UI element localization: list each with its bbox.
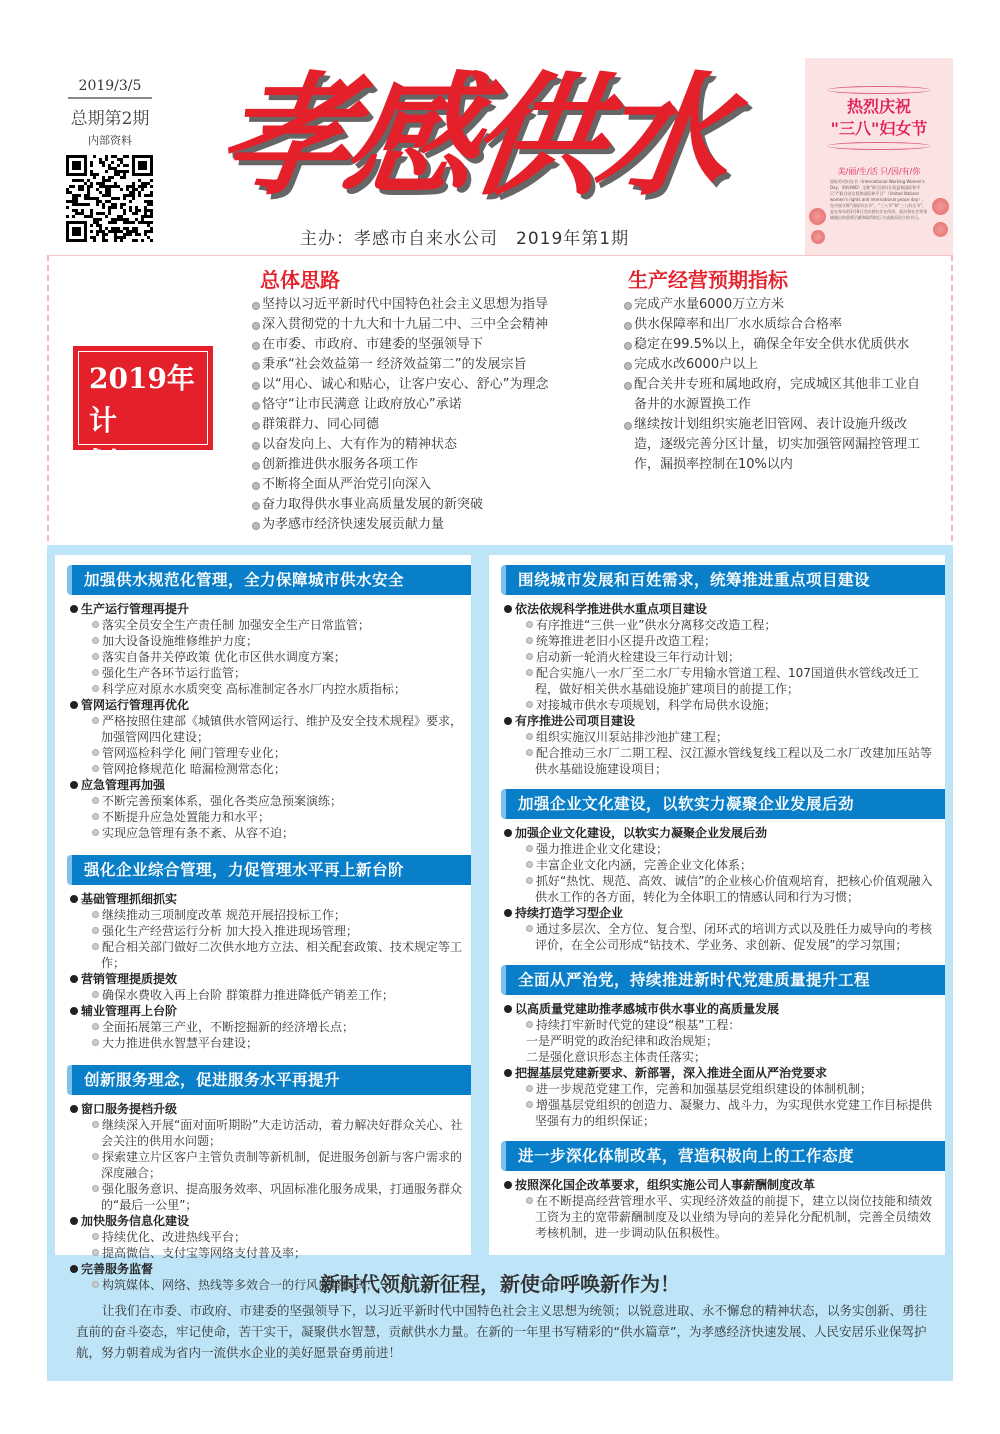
- banner-slogan: 美/丽/生/活 只/因/有/你: [837, 167, 921, 176]
- section-header: 加强供水规范化管理，全力保障城市供水安全: [67, 565, 471, 595]
- list-item: 继续推动三项制度改革 规范开展招投标工作；: [55, 907, 471, 923]
- issue-date: 2019/3/5: [68, 78, 152, 99]
- list-item: 丰富企业文化内涵，完善企业文化体系；: [489, 857, 945, 873]
- group-heading: 加快服务信息化建设: [55, 1213, 471, 1229]
- badge-year: 2019年: [89, 362, 195, 395]
- list-item: 增强基层党组织的创造力、凝聚力、战斗力，为实现供水党建工作目标提供坚强有力的组织保证；: [489, 1097, 945, 1129]
- list-item: 构筑媒体、网络、热线等多效合一的行风监督模式；: [55, 1277, 471, 1293]
- list-item: 配合实施八一水厂至二水厂专用输水管道工程、107国道供水管线改迁工程，做好相关供水基础设施扩建项目的前提工作；: [489, 665, 945, 697]
- targets-title: 生产经营预期指标: [628, 268, 788, 292]
- list-item: 不断提升应急处置能力和水平；: [55, 809, 471, 825]
- overall-list: [252, 295, 622, 535]
- rose-icon: [933, 222, 948, 237]
- sponsor-line: 主办：孝感市自来水公司 2019年第1期: [300, 229, 630, 249]
- section-header: 全面从严治党，持续推进新时代党建质量提升工程: [501, 965, 945, 995]
- list-item: 继续深入开展“面对面听期盼”大走访活动，着力解决好群众关心、社会关注的供用水问题；: [55, 1117, 471, 1149]
- list-item: 完成水改6000户以上: [624, 355, 920, 375]
- list-item: 严格按照住建部《城镇供水管网运行、维护及安全技术规程》要求，加强管网四化建设；: [55, 713, 471, 745]
- left-panel: [55, 555, 471, 1292]
- group-heading: 按照深化国企改革要求，组织实施公司人事薪酬制度改革: [489, 1177, 945, 1193]
- section: [489, 789, 945, 953]
- rose-icon: [932, 198, 949, 215]
- group-heading: 管网运行管理再优化: [55, 697, 471, 713]
- group-heading: 营销管理提质提效: [55, 971, 471, 987]
- list-item: 稳定在99.5%以上，确保全年安全供水优质供水: [624, 335, 920, 355]
- womens-day-banner: [805, 58, 953, 255]
- list-item: 管网抢修规范化 暗漏检测常态化；: [55, 761, 471, 777]
- section: [55, 855, 471, 1051]
- sub-line: 二是强化意识形态主体责任落实；: [526, 1050, 707, 1064]
- overall-section: [260, 264, 622, 535]
- section: [489, 565, 945, 777]
- group-heading: 加强企业文化建设，以软实力凝聚企业发展后劲: [489, 825, 945, 841]
- list-item: 强化生产各环节运行监管；: [55, 665, 471, 681]
- group-heading: 基础管理抓细抓实: [55, 891, 471, 907]
- list-item: 启动新一轮消火栓建设三年行动计划；: [489, 649, 945, 665]
- list-item: 探索建立片区客户主管负责制等新机制，促进服务创新与客户需求的深度融合；: [55, 1149, 471, 1181]
- targets-list: [624, 295, 920, 475]
- list-item: 配合相关部门做好二次供水地方立法、相关配套政策、技术规定等工作；: [55, 939, 471, 971]
- masthead-logo: 孝感供水: [209, 59, 735, 214]
- closing-text: 让我们在市委、市政府、市建委的坚强领导下，以习近平新时代中国特色社会主义思想为统领；以锐意进取、永不懈怠的精神状态，以务实创新、勇往直前的奋斗姿态，牢记使命，苦干实干，凝聚供水智慧，贡献供水力量。在新的一年里书写精彩的“供水篇章”，为孝感经济快速发展、人民安居乐业保驾护航，努力朝着成为省内一流供水企业的美好愿景奋勇前进！: [76, 1303, 928, 1360]
- internal-label: 内部资料: [88, 134, 132, 147]
- section: [55, 565, 471, 841]
- section-header: 创新服务理念，促进服务水平再提升: [67, 1065, 471, 1095]
- group-heading: 依法依规科学推进供水重点项目建设: [489, 601, 945, 617]
- banner-paragraph: 国际劳动妇女节（International Working Women's Day，简称IWD）全称“联合国妇女权益和国际和平日”/“联合国女权和国际和平日”（United Nations women's rights and international peace day），在中国又称“国际妇女节”、“三八节”和“三八妇女节”，是在每年的3月8日为庆祝妇女在经济、政治和社会等领域做出的重要贡献和取得的巨大成就而设立的节日。: [830, 179, 928, 220]
- list-item: 为孝感市经济快速发展贡献力量: [252, 515, 622, 535]
- group-heading: 有序推进公司项目建设: [489, 713, 945, 729]
- list-item: 持续优化、改进热线平台；: [55, 1229, 471, 1245]
- list-item: 在市委、市政府、市建委的坚强领导下: [252, 335, 622, 355]
- list-item: 组织实施汉川泵站排沙池扩建工程；: [489, 729, 945, 745]
- badge-plan: 计 划: [89, 404, 174, 479]
- group-heading: 应急管理再加强: [55, 777, 471, 793]
- list-item: 秉承“社会效益第一 经济效益第二”的发展宗旨: [252, 355, 622, 375]
- list-item: 通过多层次、全方位、复合型、闭环式的培训方式以及胜任力威导向的考核评价，在全公司形成“钻技术、学业务、求创新、促发展”的学习氛围；: [489, 921, 945, 953]
- rose-icon: [811, 230, 825, 244]
- list-item: 供水保障率和出厂水水质综合合格率: [624, 315, 920, 335]
- list-item: 确保水费收入再上台阶 群策群力推进降低产销差工作；: [55, 987, 471, 1003]
- list-item: 在不断提高经营管理水平、实现经济效益的前提下，建立以岗位技能和绩效工资为主的宽带薪酬制度及以业绩为导向的差异化分配机制，完善全员绩效考核机制，进一步调动队伍积极性。: [489, 1193, 945, 1241]
- list-item: 强力推进企业文化建设；: [489, 841, 945, 857]
- list-item: 进一步规范党建工作，完善和加强基层党组织建设的体制机制；: [489, 1081, 945, 1097]
- list-item: 以奋发向上、大有作为的精神状态: [252, 435, 622, 455]
- list-item: 加大设备设施维修维护力度；: [55, 633, 471, 649]
- list-item: 不断完善预案体系，强化各类应急预案演练；: [55, 793, 471, 809]
- list-item: 大力推进供水智慧平台建设；: [55, 1035, 471, 1051]
- section: [489, 965, 945, 1129]
- list-item: 不断将全面从严治党引向深入: [252, 475, 622, 495]
- group-heading: 生产运行管理再提升: [55, 601, 471, 617]
- targets-section: [628, 264, 920, 475]
- group-heading: 持续打造学习型企业: [489, 905, 945, 921]
- closing-title: 新时代领航新征程，新使命呼唤新作为！: [320, 1272, 680, 1296]
- group-heading: 窗口服务提档升级: [55, 1101, 471, 1117]
- list-item: 配合推动三水厂二期工程、汉江源水管线复线工程以及二水厂改建加压站等供水基础设施建设项目；: [489, 745, 945, 777]
- banner-line1: 热烈庆祝: [846, 97, 911, 116]
- rose-icon: [809, 208, 826, 225]
- list-item: 以“用心、诚心和贴心，让客户安心、舒心”为理念: [252, 375, 622, 395]
- list-item: 奋力取得供水事业高质量发展的新突破: [252, 495, 622, 515]
- section-header: 围绕城市发展和百姓需求，统筹推进重点项目建设: [501, 565, 945, 595]
- issue-number: 总期第2期: [70, 109, 150, 129]
- list-item: 落实自备井关停政策 优化市区供水调度方案；: [55, 649, 471, 665]
- section: [55, 1065, 471, 1293]
- list-item: 继续按计划组织实施老旧管网、表计设施升级改造，逐级完善分区计量，切实加强管网漏控管理工作，漏损率控制在10%以内: [624, 415, 920, 475]
- sub-line: 一是严明党的政治纪律和政治规矩；: [526, 1034, 719, 1048]
- group-heading: 以高质量党建助推孝感城市供水事业的高质量发展: [489, 1001, 945, 1017]
- right-panel: [489, 555, 945, 1255]
- overall-title: 总体思路: [260, 268, 340, 292]
- list-item: 全面拓展第三产业，不断挖掘新的经济增长点；: [55, 1019, 471, 1035]
- qr-code-icon: [66, 155, 153, 242]
- list-item: 实现应急管理有条不紊、从容不迫；: [55, 825, 471, 841]
- list-item: 提高微信、支付宝等网络支付普及率；: [55, 1245, 471, 1261]
- group-heading: 把握基层党建新要求、新部署，深入推进全面从严治党要求: [489, 1065, 945, 1081]
- list-item: 持续打牢新时代党的建设“根基”工程：: [489, 1017, 945, 1033]
- list-item: 强化服务意识、提高服务效率、巩固标准化服务成果，打通服务群众的“最后一公里”；: [55, 1181, 471, 1213]
- section: [489, 1141, 945, 1241]
- group-heading: 完善服务监督: [55, 1261, 471, 1277]
- group-heading: 辅业管理再上台阶: [55, 1003, 471, 1019]
- plan-badge: [73, 346, 213, 479]
- list-item: 落实全员安全生产责任制 加强安全生产日常监管；: [55, 617, 471, 633]
- section-header: 进一步深化体制改革，营造积极向上的工作态度: [501, 1141, 945, 1171]
- list-item: 坚持以习近平新时代中国特色社会主义思想为指导: [252, 295, 622, 315]
- ornament-icon: [827, 142, 931, 150]
- section-header: 加强企业文化建设，以软实力凝聚企业发展后劲: [501, 789, 945, 819]
- list-item: 配合关井专班和属地政府，完成城区其他非工业自备井的水源置换工作: [624, 375, 920, 415]
- list-item: 科学应对原水水质突变 高标准制定各水厂内控水质指标；: [55, 681, 471, 697]
- list-item: 群策群力、同心同德: [252, 415, 622, 435]
- list-item: 恪守“让市民满意 让政府放心”承诺: [252, 395, 622, 415]
- list-item: 完成产水量6000万立方米: [624, 295, 920, 315]
- banner-line2: "三八"妇女节: [830, 119, 928, 138]
- list-item: 抓好“热忱、规范、高效、诚信”的企业核心价值观培育，把核心价值观融入供水工作的各方面，转化为全体职工的情感认同和行为习惯；: [489, 873, 945, 905]
- list-item: 强化生产经营运行分析 加大投入推进现场管理；: [55, 923, 471, 939]
- ornament-icon: [827, 86, 931, 94]
- list-item: 有序推进“三供一业”供水分离移交改造工程；: [489, 617, 945, 633]
- list-item: 创新推进供水服务各项工作: [252, 455, 622, 475]
- section-header: 强化企业综合管理，力促管理水平再上新台阶: [67, 855, 471, 885]
- list-item: 管网巡检科学化 闸门管理专业化；: [55, 745, 471, 761]
- list-item: 对接城市供水专项规划，科学布局供水设施；: [489, 697, 945, 713]
- list-item: 深入贯彻党的十九大和十九届二中、三中全会精神: [252, 315, 622, 335]
- list-item: 统筹推进老旧小区提升改造工程；: [489, 633, 945, 649]
